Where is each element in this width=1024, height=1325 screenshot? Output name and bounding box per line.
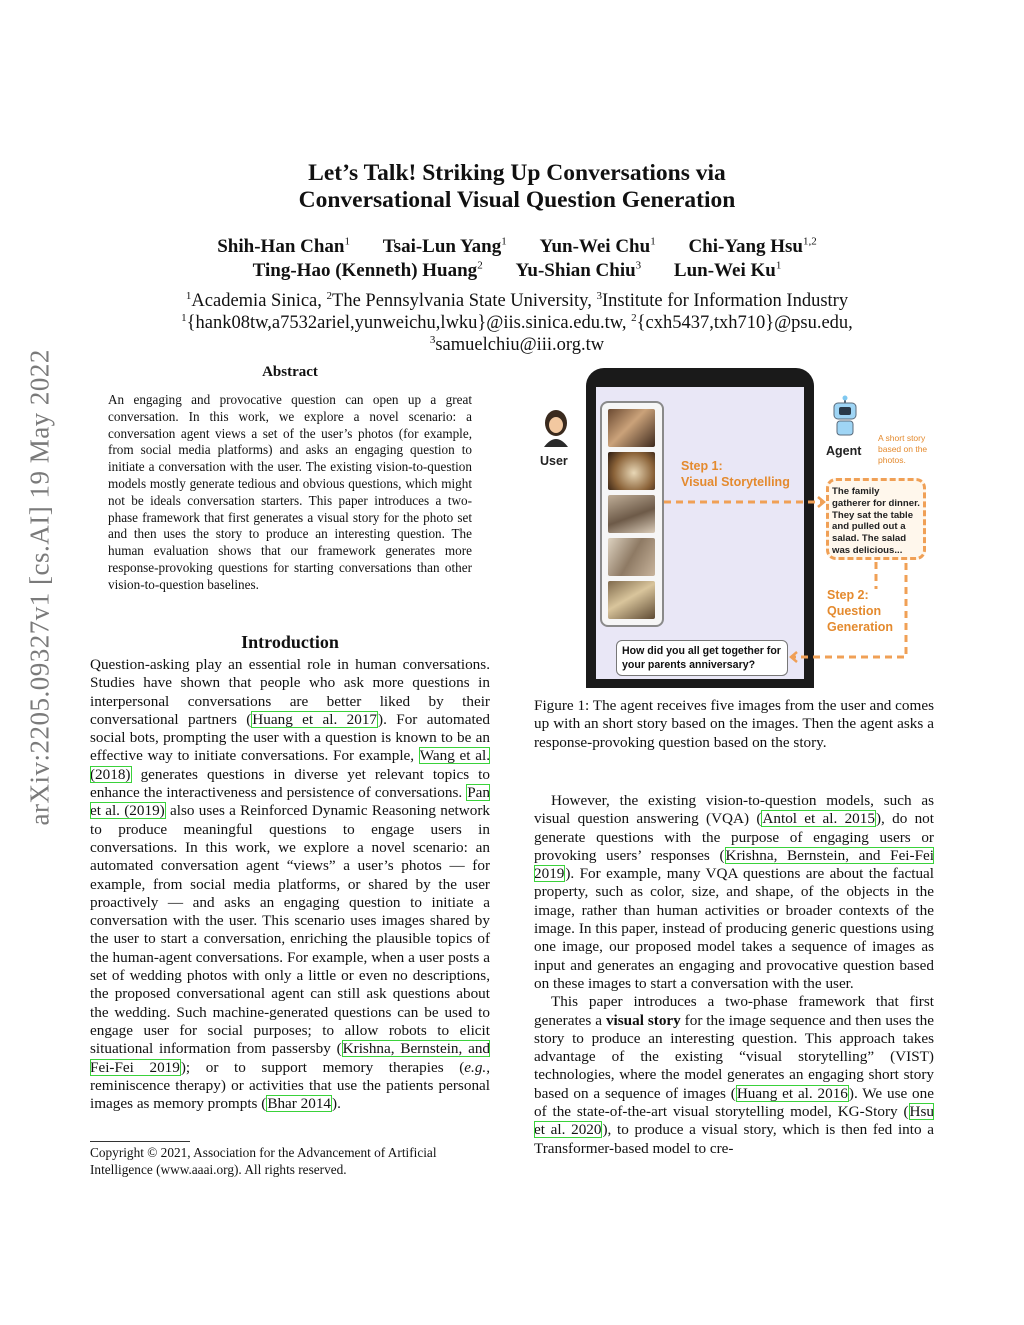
author: Yu-Shian Chiu$^3$	[515, 260, 642, 282]
title-line-2: Conversational Visual Question Generation	[298, 187, 736, 213]
introduction-text: Question-asking play an essential role in human conversations. Studies have shown that people who ask more questions in interpersonal conversations are better liked by their conversational partners (Huang et al. 2017). For automated social bots, prompting the user with a question is known to be an effective way to initiate conversations. For example, Wang et al. (2018) generates questions in diverse yet relevant topics to enhance the interactiveness and persistence of conversations. Pan et al. (2019) also uses a Reinforced Dynamic Reasoning network to produce meaningful questions to engage users in conversations. In this work, we explore a novel scenario: an automated conversation agent “views” a user’s photos — for example, from social media platforms, or shared by the user proactively — and asks an engaging question to initiate a conversation with the user. This scenario uses images shared by the user to start a conversation, enriching the plausible topics of the human-agent conversations. For example, when a user posts a set of wedding photos with only a little or even no descriptions, the proposed conversational agent can still ask questions about the wedding. Such machine-generated questions can be used to engage user for social purposes; to allow robots to elicit situational information from passersby (Krishna, Bernstein, and Fei-Fei 2019); or to support memory therapies (e.g., reminiscence therapy) or activities that use the patients personal images as memory prompts (Bhar 2014).	[90, 656, 491, 1113]
author: Chi-Yang Hsu$^{1,2}$	[688, 236, 817, 258]
story-note: A short story based on the photos.	[878, 433, 928, 465]
citation-link[interactable]: Huang et al. 2016	[736, 1084, 848, 1102]
author: Lun-Wei Ku$^1$	[673, 260, 782, 282]
figure-1	[530, 365, 940, 685]
step2-label: Step 2: Question Generation	[827, 588, 893, 634]
paper-title	[0, 160, 1024, 214]
user-label: User	[540, 454, 568, 468]
affiliations: $^1$Academia Sinica, $^2$The Pennsylvania State University, $^3$Institute for Information Industry	[185, 290, 849, 312]
author-row-2	[0, 260, 1024, 282]
footnote-rule	[90, 1141, 190, 1142]
citation-link[interactable]: Krishna, Bernstein, and Fei-Fei 2019	[90, 1040, 491, 1076]
generated-question: How did you all get together for your parents anniversary?	[616, 640, 788, 676]
citation-link[interactable]: Pan et al. (2019)	[90, 784, 490, 820]
step1-label: Step 1: Visual Storytelling	[681, 459, 790, 489]
arxiv-identifier: arXiv:2205.09327v1 [cs.AI] 19 May 2022	[24, 349, 55, 826]
title-line-1: Let’s Talk! Striking Up Conversations via	[308, 160, 726, 186]
agent-label: Agent	[826, 444, 862, 458]
author: Yun-Wei Chu$^1$	[539, 236, 656, 258]
emails-line-2: $^3$samuelchiu@iii.org.tw	[429, 334, 605, 356]
author: Ting-Hao (Kenneth) Huang$^2$	[252, 260, 483, 282]
abstract-heading: Abstract	[262, 364, 318, 380]
introduction-heading: Introduction	[241, 632, 339, 652]
abstract-text: An engaging and provocative question can open up a great conversation. In this work, we explore a novel scenario: a conversation agent views a set of the user’s photos (for example, from social media platforms) and asks an engaging question to initiate a conversation with the user. The existing vision-to-question models mostly generate tedious and obvious questions, which might not be ideals conversation starters. This paper introduces a two-phase framework that first generates a visual story for the photo set and then uses the story to produce an interesting question. The human evaluation shows that our framework generates more response-provoking questions for starting conversations than other vision-to-question baselines.	[108, 392, 472, 592]
citation-link[interactable]: Bhar 2014	[267, 1095, 332, 1113]
author-row-1	[0, 236, 1024, 258]
emails: $^1${hank08tw,a7532ariel,yunweichu,lwku}@iis.sinica.edu.tw, $^2${cxh5437,txh710}@psu.edu,	[181, 312, 853, 334]
copyright-notice: Copyright © 2021, Association for the Advancement of Artificial Intelligence (www.aaai.org). All rights reserved.	[90, 1145, 437, 1177]
citation-link[interactable]: Wang et al. (2018)	[90, 747, 490, 783]
citation-link[interactable]: Antol et al. 2015	[762, 810, 875, 828]
author: Tsai-Lun Yang$^1$	[382, 236, 507, 258]
citation-link[interactable]: Hsu et al. 2020	[534, 1103, 934, 1139]
author: Shih-Han Chan$^1$	[217, 236, 350, 258]
figure-caption: Figure 1: The agent receives five images from the user and comes up with an short story based on the images. Then the agent asks a response-provoking question based on the story.	[534, 697, 934, 751]
story-box: The family gatherer for dinner. They sat the table and pulled out a salad. The salad was delicious...	[826, 478, 926, 560]
citation-link[interactable]: Krishna, Bernstein, and Fei-Fei 2019	[534, 846, 934, 883]
right-column-text: However, the existing vision-to-question models, such as visual question answering (VQA) (Antol et al. 2015), do not generate questions with the purpose of engaging users or provoking users’ responses (Krishna, Bernstein, and Fei-Fei 2019). For example, many VQA questions are about the factual property, such as color, size, and shape, of the objects in the image, rather than human activities or broader contexts of the image. In this paper, instead of producing generic questions using one image, our proposed model takes a sequence of images as input and generates an engaging and provocative question based on these images to start a conversation with the user. This paper introduces a two-phase framework that first generates a visual story for the image sequence and then uses the story to produce an interesting question. This approach takes advantage of the existing “visual storytelling” (VIST) technologies, where the model generates an engaging short story based on a sequence of images (Huang et al. 2016). We use one of the state-of-the-art visual storytelling model, KG-Story (Hsu et al. 2020), to produce a visual story, which is then fed into a Transformer-based model to cre-	[534, 792, 934, 1157]
citation-link[interactable]: Huang et al. 2017	[252, 710, 378, 728]
